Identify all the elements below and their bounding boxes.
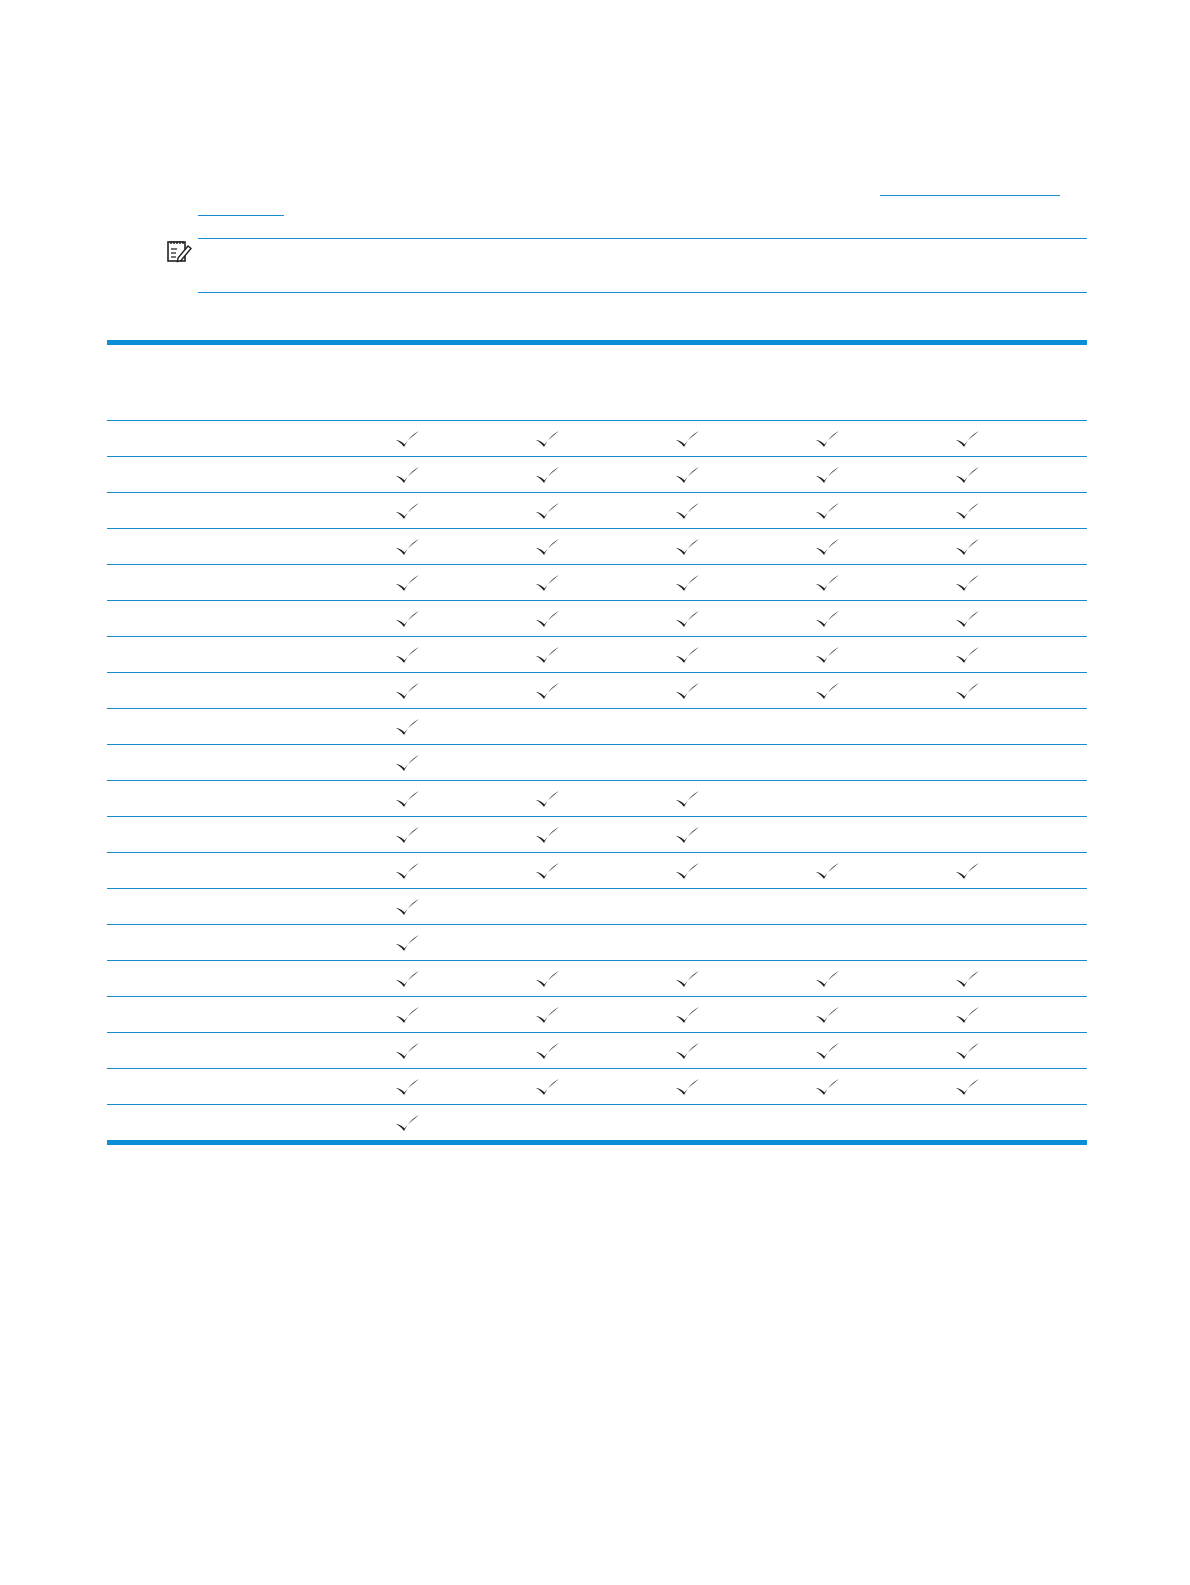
check-icon	[394, 537, 420, 557]
cell-tray-2	[477, 601, 617, 637]
table-row	[107, 457, 1087, 493]
cell-tray-5	[897, 925, 1037, 961]
intro-link-underline[interactable]	[880, 180, 1060, 196]
check-icon	[534, 645, 560, 665]
cell-tray-3	[617, 565, 757, 601]
check-icon	[674, 645, 700, 665]
cell-tray-4	[757, 1033, 897, 1069]
cell-tray-1	[337, 493, 477, 529]
check-icon	[954, 969, 980, 989]
cell-tray-3	[617, 493, 757, 529]
check-icon	[394, 933, 420, 953]
check-icon	[534, 1005, 560, 1025]
row-end-cell	[1037, 1033, 1087, 1069]
check-icon	[814, 465, 840, 485]
check-icon	[394, 681, 420, 701]
cell-tray-5	[897, 1069, 1037, 1105]
row-label-cell	[107, 961, 337, 997]
cell-tray-3	[617, 745, 757, 781]
cell-tray-2	[477, 1105, 617, 1143]
row-end-cell	[1037, 673, 1087, 709]
check-icon	[814, 681, 840, 701]
cell-tray-1	[337, 1069, 477, 1105]
cell-tray-1	[337, 601, 477, 637]
check-icon	[814, 609, 840, 629]
row-end-cell	[1037, 1069, 1087, 1105]
check-icon	[954, 609, 980, 629]
row-label-cell	[107, 601, 337, 637]
cell-tray-1	[337, 781, 477, 817]
cell-tray-5	[897, 457, 1037, 493]
cell-tray-3	[617, 781, 757, 817]
cell-tray-4	[757, 529, 897, 565]
table-row	[107, 925, 1087, 961]
row-label-cell	[107, 997, 337, 1033]
check-icon	[954, 573, 980, 593]
check-icon	[394, 429, 420, 449]
row-end-cell	[1037, 997, 1087, 1033]
row-label-cell	[107, 637, 337, 673]
check-icon	[534, 537, 560, 557]
cell-tray-4	[757, 493, 897, 529]
check-icon	[814, 537, 840, 557]
check-icon	[534, 861, 560, 881]
row-end-cell	[1037, 781, 1087, 817]
cell-tray-1	[337, 1033, 477, 1069]
cell-tray-2	[477, 925, 617, 961]
header-cell-tray-3	[617, 343, 757, 421]
cell-tray-2	[477, 889, 617, 925]
check-icon	[674, 969, 700, 989]
check-icon	[534, 1077, 560, 1097]
cell-tray-1	[337, 565, 477, 601]
table-row	[107, 493, 1087, 529]
cell-tray-3	[617, 1105, 757, 1143]
row-end-cell	[1037, 1105, 1087, 1143]
check-icon	[394, 1005, 420, 1025]
row-end-cell	[1037, 421, 1087, 457]
row-label-cell	[107, 709, 337, 745]
cell-tray-4	[757, 997, 897, 1033]
paper-type-table	[107, 340, 1087, 1145]
cell-tray-3	[617, 1033, 757, 1069]
cell-tray-3	[617, 997, 757, 1033]
cell-tray-1	[337, 637, 477, 673]
check-icon	[674, 429, 700, 449]
cell-tray-4	[757, 709, 897, 745]
cell-tray-5	[897, 1105, 1037, 1143]
note-top-rule	[198, 238, 1087, 239]
check-icon	[814, 1005, 840, 1025]
check-icon	[394, 789, 420, 809]
check-icon	[394, 753, 420, 773]
cell-tray-4	[757, 1069, 897, 1105]
header-cell-tray-2	[477, 343, 617, 421]
check-icon	[954, 501, 980, 521]
cell-tray-1	[337, 745, 477, 781]
check-icon	[954, 537, 980, 557]
cell-tray-3	[617, 421, 757, 457]
table-row	[107, 637, 1087, 673]
check-icon	[394, 717, 420, 737]
check-icon	[954, 1077, 980, 1097]
header-cell-tray-1	[337, 343, 477, 421]
cell-tray-4	[757, 637, 897, 673]
cell-tray-4	[757, 421, 897, 457]
check-icon	[534, 609, 560, 629]
check-icon	[394, 969, 420, 989]
cell-tray-1	[337, 925, 477, 961]
header-cell-end	[1037, 343, 1087, 421]
check-icon	[394, 609, 420, 629]
check-icon	[954, 429, 980, 449]
check-icon	[814, 1041, 840, 1061]
check-icon	[674, 501, 700, 521]
table-row	[107, 961, 1087, 997]
row-label-cell	[107, 529, 337, 565]
table-row	[107, 673, 1087, 709]
cell-tray-5	[897, 529, 1037, 565]
cell-tray-2	[477, 853, 617, 889]
check-icon	[394, 1041, 420, 1061]
table-row	[107, 1105, 1087, 1143]
cell-tray-1	[337, 853, 477, 889]
row-label-cell	[107, 817, 337, 853]
table-row	[107, 421, 1087, 457]
row-label-cell	[107, 493, 337, 529]
row-end-cell	[1037, 817, 1087, 853]
cell-tray-3	[617, 457, 757, 493]
check-icon	[814, 645, 840, 665]
cell-tray-1	[337, 673, 477, 709]
check-icon	[394, 897, 420, 917]
cell-tray-3	[617, 889, 757, 925]
row-end-cell	[1037, 601, 1087, 637]
cell-tray-3	[617, 673, 757, 709]
row-label-cell	[107, 421, 337, 457]
check-icon	[534, 465, 560, 485]
cell-tray-3	[617, 637, 757, 673]
cell-tray-5	[897, 565, 1037, 601]
row-end-cell	[1037, 457, 1087, 493]
check-icon	[394, 825, 420, 845]
header-cell-tray-5	[897, 343, 1037, 421]
cell-tray-2	[477, 421, 617, 457]
note-bottom-rule	[198, 292, 1087, 293]
table-row	[107, 529, 1087, 565]
row-end-cell	[1037, 529, 1087, 565]
cell-tray-4	[757, 853, 897, 889]
row-label-cell	[107, 781, 337, 817]
cell-tray-2	[477, 565, 617, 601]
cell-tray-2	[477, 1033, 617, 1069]
check-icon	[674, 789, 700, 809]
cell-tray-4	[757, 565, 897, 601]
cell-tray-5	[897, 601, 1037, 637]
cell-tray-2	[477, 493, 617, 529]
cell-tray-5	[897, 997, 1037, 1033]
check-icon	[674, 1041, 700, 1061]
row-label-cell	[107, 1069, 337, 1105]
cell-tray-1	[337, 817, 477, 853]
row-end-cell	[1037, 709, 1087, 745]
check-icon	[814, 573, 840, 593]
row-label-cell	[107, 925, 337, 961]
cell-tray-5	[897, 853, 1037, 889]
cell-tray-1	[337, 529, 477, 565]
note-icon	[166, 238, 192, 264]
cell-tray-5	[897, 961, 1037, 997]
row-end-cell	[1037, 889, 1087, 925]
check-icon	[814, 501, 840, 521]
cell-tray-5	[897, 637, 1037, 673]
check-icon	[954, 1005, 980, 1025]
check-icon	[674, 825, 700, 845]
cell-tray-1	[337, 1105, 477, 1143]
check-icon	[814, 861, 840, 881]
cell-tray-2	[477, 529, 617, 565]
cell-tray-5	[897, 889, 1037, 925]
cell-tray-3	[617, 817, 757, 853]
cell-tray-4	[757, 673, 897, 709]
check-icon	[394, 501, 420, 521]
row-label-cell	[107, 565, 337, 601]
cell-tray-1	[337, 961, 477, 997]
table-row	[107, 709, 1087, 745]
row-label-cell	[107, 853, 337, 889]
check-icon	[674, 537, 700, 557]
cell-tray-5	[897, 781, 1037, 817]
row-end-cell	[1037, 853, 1087, 889]
table-row	[107, 889, 1087, 925]
cell-tray-4	[757, 457, 897, 493]
cell-tray-2	[477, 745, 617, 781]
table-row	[107, 565, 1087, 601]
cell-tray-4	[757, 889, 897, 925]
cell-tray-3	[617, 709, 757, 745]
cell-tray-5	[897, 745, 1037, 781]
check-icon	[534, 825, 560, 845]
cell-tray-2	[477, 457, 617, 493]
table-row	[107, 1069, 1087, 1105]
check-icon	[534, 573, 560, 593]
cell-tray-5	[897, 709, 1037, 745]
check-icon	[394, 861, 420, 881]
cell-tray-2	[477, 817, 617, 853]
cell-tray-2	[477, 997, 617, 1033]
row-label-cell	[107, 457, 337, 493]
check-icon	[674, 681, 700, 701]
header-cell-type	[107, 343, 337, 421]
check-icon	[394, 645, 420, 665]
cell-tray-4	[757, 601, 897, 637]
row-end-cell	[1037, 961, 1087, 997]
row-end-cell	[1037, 745, 1087, 781]
check-icon	[394, 465, 420, 485]
check-icon	[534, 681, 560, 701]
check-icon	[954, 861, 980, 881]
check-icon	[674, 861, 700, 881]
check-icon	[534, 789, 560, 809]
cell-tray-2	[477, 673, 617, 709]
cell-tray-2	[477, 709, 617, 745]
table-row	[107, 853, 1087, 889]
row-label-cell	[107, 889, 337, 925]
check-icon	[814, 1077, 840, 1097]
table-row	[107, 601, 1087, 637]
check-icon	[534, 1041, 560, 1061]
cell-tray-2	[477, 781, 617, 817]
check-icon	[814, 429, 840, 449]
cell-tray-2	[477, 1069, 617, 1105]
cell-tray-4	[757, 925, 897, 961]
check-icon	[954, 1041, 980, 1061]
cell-tray-3	[617, 601, 757, 637]
check-icon	[674, 609, 700, 629]
check-icon	[394, 1077, 420, 1097]
cell-tray-4	[757, 781, 897, 817]
cell-tray-2	[477, 961, 617, 997]
cell-tray-1	[337, 997, 477, 1033]
check-icon	[954, 465, 980, 485]
cell-tray-4	[757, 1105, 897, 1143]
cell-tray-3	[617, 925, 757, 961]
row-end-cell	[1037, 637, 1087, 673]
cell-tray-3	[617, 961, 757, 997]
check-icon	[534, 501, 560, 521]
cell-tray-5	[897, 493, 1037, 529]
intro-link-underline-continued[interactable]	[198, 200, 284, 216]
check-icon	[534, 429, 560, 449]
cell-tray-4	[757, 745, 897, 781]
row-label-cell	[107, 673, 337, 709]
table-header-row	[107, 343, 1087, 421]
cell-tray-1	[337, 709, 477, 745]
table-row	[107, 1033, 1087, 1069]
cell-tray-4	[757, 961, 897, 997]
row-end-cell	[1037, 565, 1087, 601]
cell-tray-5	[897, 817, 1037, 853]
check-icon	[674, 573, 700, 593]
cell-tray-1	[337, 421, 477, 457]
row-label-cell	[107, 1033, 337, 1069]
check-icon	[814, 969, 840, 989]
cell-tray-5	[897, 421, 1037, 457]
cell-tray-3	[617, 529, 757, 565]
check-icon	[674, 465, 700, 485]
cell-tray-1	[337, 889, 477, 925]
check-icon	[394, 1113, 420, 1133]
table-row	[107, 817, 1087, 853]
cell-tray-1	[337, 457, 477, 493]
header-cell-tray-4	[757, 343, 897, 421]
check-icon	[674, 1005, 700, 1025]
row-label-cell	[107, 745, 337, 781]
check-icon	[394, 573, 420, 593]
check-icon	[534, 969, 560, 989]
row-end-cell	[1037, 925, 1087, 961]
check-icon	[674, 1077, 700, 1097]
cell-tray-4	[757, 817, 897, 853]
check-icon	[954, 645, 980, 665]
table-row	[107, 997, 1087, 1033]
table-body	[107, 421, 1087, 1143]
cell-tray-3	[617, 1069, 757, 1105]
table-row	[107, 781, 1087, 817]
cell-tray-2	[477, 637, 617, 673]
check-icon	[954, 681, 980, 701]
cell-tray-5	[897, 673, 1037, 709]
cell-tray-3	[617, 853, 757, 889]
row-label-cell	[107, 1105, 337, 1143]
table-row	[107, 745, 1087, 781]
row-end-cell	[1037, 493, 1087, 529]
cell-tray-5	[897, 1033, 1037, 1069]
